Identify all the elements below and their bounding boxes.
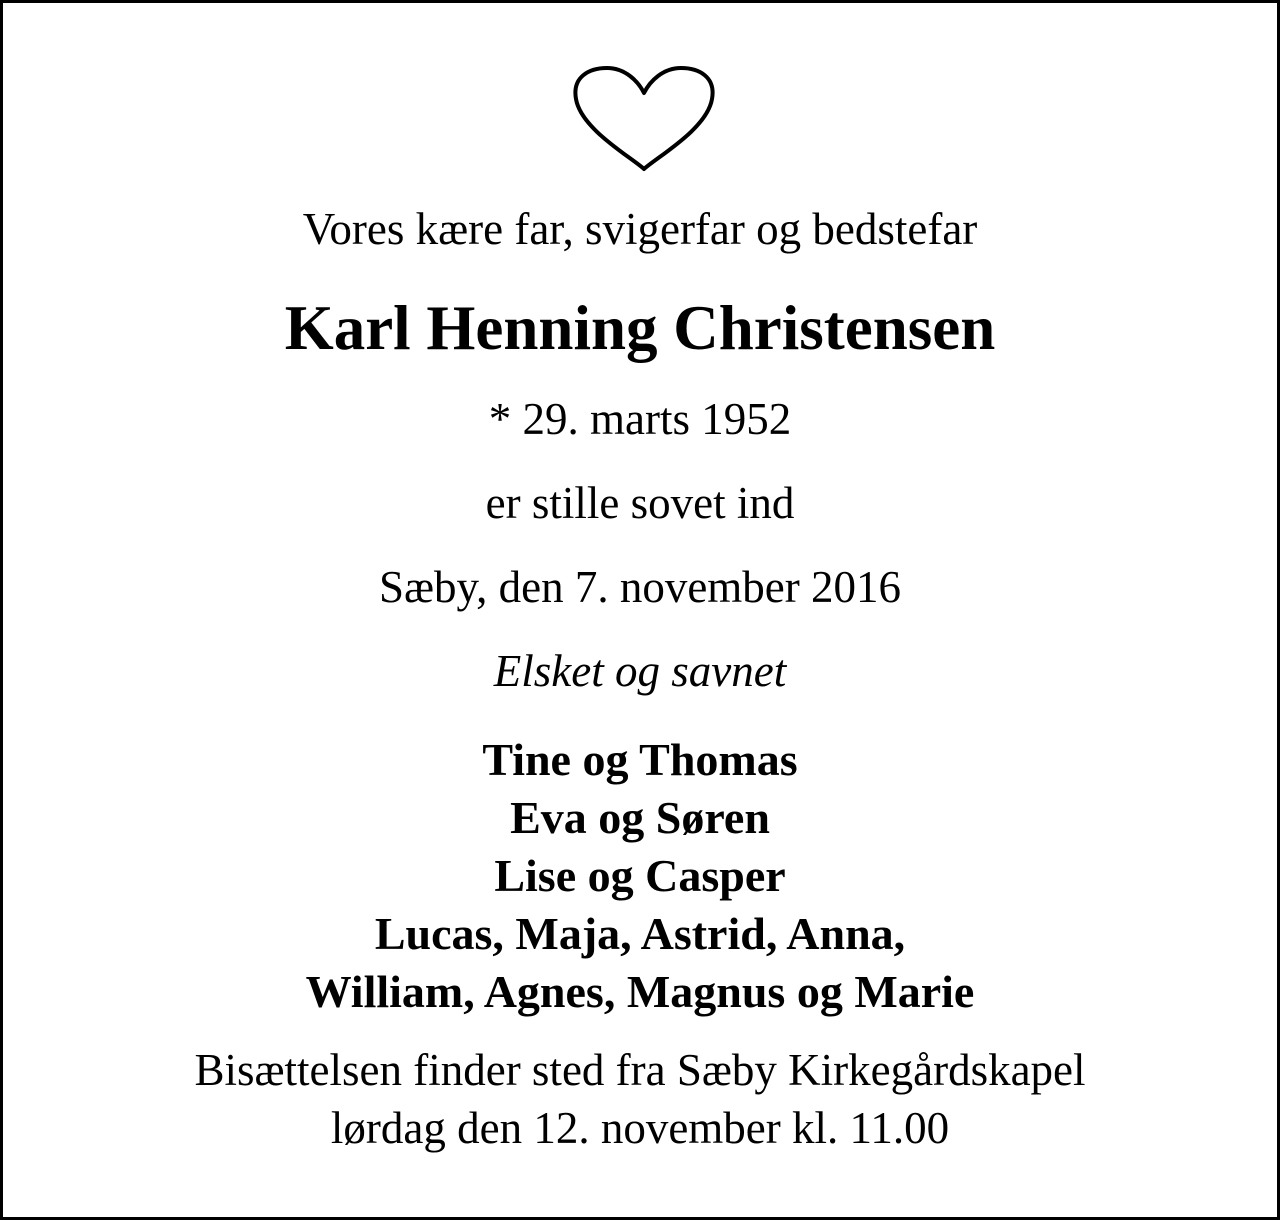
family-line: Eva og Søren [510, 792, 770, 843]
family-line: Lise og Casper [494, 850, 786, 901]
deceased-name: Karl Henning Christensen [284, 293, 996, 363]
place-and-date: Sæby, den 7. november 2016 [378, 562, 902, 612]
service-location: Bisættelsen finder sted fra Sæby Kirkegårdskapel [194, 1045, 1086, 1095]
tagline: Elsket og savnet [493, 646, 787, 696]
family-list [3, 731, 1277, 1021]
passed-text: er stille sovet ind [485, 478, 795, 528]
family-line: Tine og Thomas [482, 734, 798, 785]
family-line: William, Agnes, Magnus og Marie [305, 966, 975, 1017]
birth-date: * 29. marts 1952 [488, 394, 792, 444]
service-time: lørdag den 12. november kl. 11.00 [330, 1103, 950, 1153]
intro-text: Vores kære far, svigerfar og bedstefar [302, 204, 978, 254]
heart-icon [571, 65, 717, 175]
service-info [3, 1041, 1277, 1157]
family-line: Lucas, Maja, Astrid, Anna, [374, 908, 906, 959]
